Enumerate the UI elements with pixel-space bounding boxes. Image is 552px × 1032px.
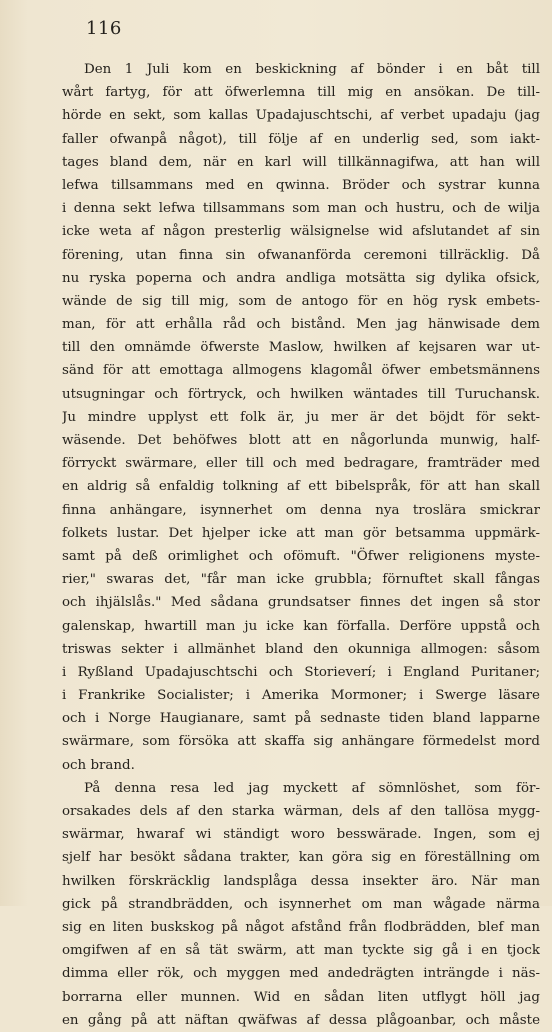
text-line: gick på strandbrädden, och isynnerhet om man wågade närma: [62, 896, 540, 912]
text-line: och i Norge Haugianare, samt på sednaste tiden bland lapparne: [62, 711, 540, 727]
text-line: och brand.: [62, 757, 135, 773]
text-line: rier," swaras det, "får man icke grubbla; förnuftet skall fångas: [62, 572, 540, 588]
text-line: utsugningar och förtryck, och hwilken wäntades till Turuchansk.: [62, 386, 540, 402]
text-line: borrarna eller munnen. Wid en sådan liten utflygt höll jag: [62, 989, 540, 1005]
text-line: icke weta af någon presterlig wälsignelse wid afslutandet af sin: [62, 224, 540, 240]
text-line: swärmar, hwaraf wi ständigt woro besswärade. Ingen, som ej: [62, 827, 540, 843]
text-line: triswas sekter i allmänhet bland den okunniga allmogen: såsom: [62, 641, 540, 657]
text-line: sig en liten buskskog på något afstånd från flodbrädden, blef man: [62, 919, 540, 935]
text-line: och ihjälslås." Med sådana grundsatser finnes det ingen så stor: [62, 595, 540, 611]
text-line: faller ofwanpå något), till följe af en underlig sed, som iakt-: [62, 131, 540, 147]
text-line: På denna resa led jag myckett af sömnlöshet, som för-: [84, 780, 540, 796]
text-line: folkets lustar. Det hjelper icke att man gör betsamma uppmärk-: [62, 525, 540, 541]
text-line: lefwa tillsammans med en qwinna. Bröder och systrar kunna: [62, 177, 540, 193]
text-line: i denna sekt lefwa tillsammans som man och hustru, och de wilja: [62, 201, 540, 217]
text-line: orsakades dels af den starka wärman, dels af den tallösa mygg-: [62, 804, 540, 819]
text-line: hwilken förskräcklig landsplåga dessa insekter äro. När man: [62, 873, 540, 889]
text-line: hörde en sekt, som kallas Upadajuschtschi, af verbet upadaju (jag: [62, 108, 540, 124]
text-line: Ju mindre upplyst ett folk är, ju mer är det böjdt för sekt-: [62, 409, 540, 425]
text-line: wände de sig till mig, som de antogo för en hög rysk embets-: [62, 293, 540, 309]
text-line: till den omnämde öfwerste Maslow, hwilken af kejsaren war ut-: [62, 340, 540, 356]
body-text: [62, 58, 540, 1032]
text-line: en gång på att näftan qwäfwas af dessa plågoanbar, och måste: [62, 1012, 540, 1028]
text-line: wårt fartyg, för att öfwerlemna till mig en ansökan. De till-: [62, 85, 540, 101]
text-line: omgifwen af en så tät swärm, att man tyckte sig gå i en tjock: [62, 943, 540, 959]
text-line: i Frankrike Socialister; i Amerika Mormoner; i Swerge läsare: [62, 688, 540, 704]
page-number: 116: [86, 18, 122, 39]
text-line: samt på deß orimlighet och ofömuft. "Öfwer religionens myste-: [62, 548, 540, 564]
text-line: förening, utan finna sin ofwananförda ceremoni tillräcklig. Då: [62, 247, 540, 263]
text-line: tages bland dem, när en karl will tillkännagifwa, att han will: [62, 154, 540, 170]
text-line: Den 1 Juli kom en beskickning af bönder i en båt till: [84, 62, 540, 77]
text-line: en aldrig så enfaldig tolkning af ett bibelspråk, för att han skall: [62, 479, 540, 495]
text-line: galenskap, hwartill man ju icke kan förfalla. Derföre uppstå och: [62, 618, 540, 634]
text-line: i Ryßland Upadajuschtschi och Storieverí; i England Puritaner;: [62, 664, 540, 680]
text-line: wäsende. Det behöfwes blott att en någorlunda munwig, half-: [62, 433, 540, 448]
text-line: dimma eller rök, och myggen med andedrägten inträngde i näs-: [62, 966, 540, 982]
text-line: nu ryska poperna och andra andliga motsätta sig dylika ofsick,: [62, 270, 540, 286]
text-line: finna anhängare, isynnerhet om denna nya troslära smickrar: [62, 502, 540, 518]
text-line: man, för att erhålla råd och bistånd. Men jag hänwisade dem: [62, 317, 540, 333]
text-line: sänd för att emottaga allmogens klagomål öfwer embetsmännens: [62, 363, 540, 379]
text-line: förryckt swärmare, eller till och med bedragare, framträder med: [62, 456, 540, 472]
text-line: swärmare, som försöka att skaffa sig anhängare förmedelst mord: [62, 734, 540, 750]
text-line: sjelf har besökt sådana trakter, kan göra sig en föreställning om: [62, 850, 540, 866]
